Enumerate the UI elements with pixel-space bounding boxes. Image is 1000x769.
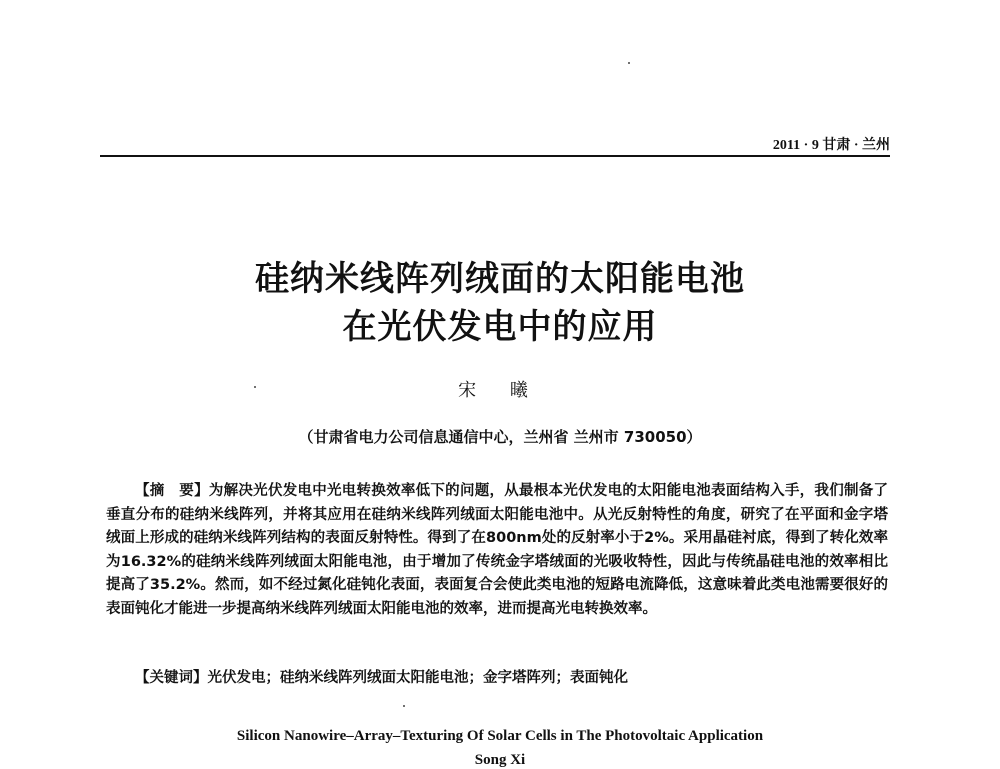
- english-title: Silicon Nanowire–Array–Texturing Of Solar Cells in The Photovoltaic Application: [236, 728, 764, 744]
- english-author: Song Xi: [474, 752, 526, 768]
- scan-speck: [254, 386, 256, 388]
- paper-title-line-1: 硅纳米线阵列绒面的太阳能电池: [255, 259, 745, 299]
- conference-header: 2011 · 9 甘肃 · 兰州: [772, 138, 890, 153]
- paper-title-line-2: 在光伏发电中的应用: [342, 307, 658, 347]
- keywords-paragraph: [106, 667, 888, 690]
- abstract-text: 为解决光伏发电中光电转换效率低下的问题，从最根本光伏发电的太阳能电池表面结构入手，我们制备了垂直分布的硅纳米线阵列，并将其应用在硅纳米线阵列绒面太阳能电池中。从光反射特性的角度，研究了在平面和金字塔绒面上形成的硅纳米线阵列结构的表面反射特性。得到了在800nm处的反射率小于2%。采用晶硅衬底，得到了转化效率为16.32%的硅纳米线阵列绒面太阳能电池，由于增加了传统金字塔绒面的光吸收特性，因此与传统晶硅电池的效率相比提高了35.2%。然而，如不经过氮化硅钝化表面，表面复合会使此类电池的短路电流降低，这意味着此类电池需要很好的表面钝化才能进一步提高纳米线阵列绒面太阳能电池的效率，进而提高光电转换效率。: [106, 483, 889, 617]
- scan-speck: [628, 62, 630, 64]
- scan-speck: [403, 705, 405, 707]
- keywords-label: 【关键词】: [135, 670, 208, 686]
- abstract-paragraph: [106, 480, 888, 621]
- author-name: 宋 曦: [458, 380, 542, 401]
- header-rule: [100, 155, 890, 157]
- abstract-label: 【摘 要】: [135, 483, 209, 499]
- author-affiliation: （甘肃省电力公司信息通信中心，兰州省 兰州市 730050）: [298, 428, 702, 446]
- keywords-text: 光伏发电；硅纳米线阵列绒面太阳能电池；金字塔阵列；表面钝化: [207, 670, 628, 686]
